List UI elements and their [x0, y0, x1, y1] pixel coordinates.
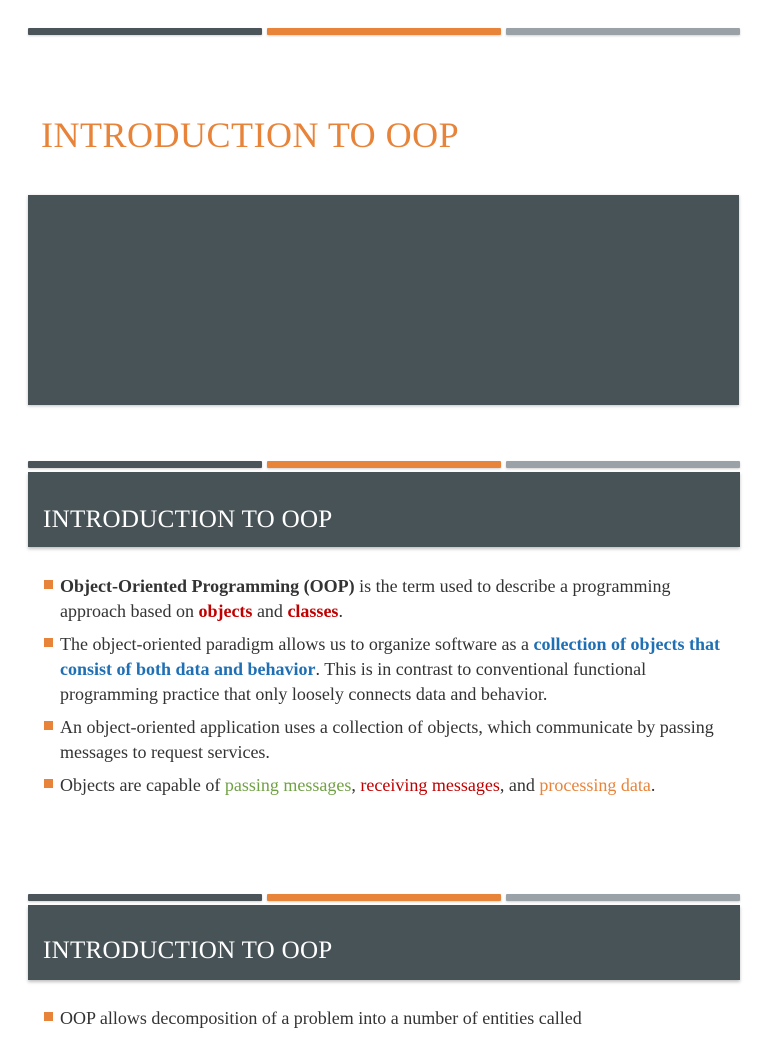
- bullet-text: Objects are capable of: [60, 775, 225, 795]
- slide-1: [0, 0, 768, 430]
- bullet-square-icon: [44, 779, 53, 788]
- bullet-text: An object-oriented application uses a collection of objects, which communicate by passing messages to request services.: [60, 717, 714, 762]
- accent-bar-dark: [28, 894, 262, 901]
- accent-bar-orange: [267, 28, 501, 35]
- accent-bar-dark: [28, 28, 262, 35]
- keyword-passing-messages: passing messages: [224, 775, 352, 795]
- accent-bars: [28, 894, 740, 902]
- bullet-text: and: [252, 601, 288, 621]
- bullet-square-icon: [44, 721, 53, 730]
- bullet-square-icon: [44, 638, 53, 647]
- accent-bar-gray: [506, 461, 740, 468]
- title-banner: [28, 472, 740, 547]
- keyword-receiving-messages: receiving messages: [360, 775, 500, 795]
- bullet-text: , and: [499, 775, 540, 795]
- accent-bars: [28, 461, 740, 469]
- slide-title: INTRODUCTION TO OOP: [41, 115, 460, 155]
- bold-term: Object-Oriented Programming (OOP): [60, 576, 355, 596]
- accent-bar-gray: [506, 894, 740, 901]
- bullet-text: is the term used to describe a programming approach based on: [60, 576, 671, 621]
- slide-title: INTRODUCTION TO OOP: [43, 506, 333, 533]
- slide-title: INTRODUCTION TO OOP: [43, 937, 333, 964]
- slide-2: [0, 460, 768, 880]
- title-banner: [28, 905, 740, 980]
- subtitle-placeholder-block: [28, 195, 739, 405]
- bullet-text: . This is in contrast to conventional functional programming practice that only loosely connects data and behavior.: [60, 659, 647, 704]
- keyword-objects: objects: [198, 601, 253, 621]
- accent-bar-orange: [267, 894, 501, 901]
- bullet-text: .: [338, 601, 343, 621]
- bullet-text: .: [650, 775, 656, 795]
- keyword-processing-data: processing data: [539, 775, 651, 795]
- list-item: [44, 1006, 744, 1031]
- list-item: [44, 574, 724, 624]
- list-item: [44, 632, 724, 707]
- list-item: [44, 773, 724, 798]
- accent-bar-dark: [28, 461, 262, 468]
- keyword-collection: collection of objects that consist of both data and behavior: [60, 634, 720, 679]
- list-item: [44, 715, 724, 765]
- accent-bars: [28, 28, 740, 36]
- bullet-list: [44, 574, 724, 806]
- bullet-list: [44, 1006, 744, 1039]
- bullet-text: ,: [351, 775, 361, 795]
- bullet-text: The object-oriented paradigm allows us to organize software as a: [60, 634, 534, 654]
- accent-bar-orange: [267, 461, 501, 468]
- bullet-square-icon: [44, 1012, 53, 1021]
- keyword-classes: classes: [287, 601, 339, 621]
- bullet-square-icon: [44, 580, 53, 589]
- accent-bar-gray: [506, 28, 740, 35]
- bullet-text: OOP allows decomposition of a problem into a number of entities called: [60, 1008, 582, 1028]
- slide-3: [0, 894, 768, 1028]
